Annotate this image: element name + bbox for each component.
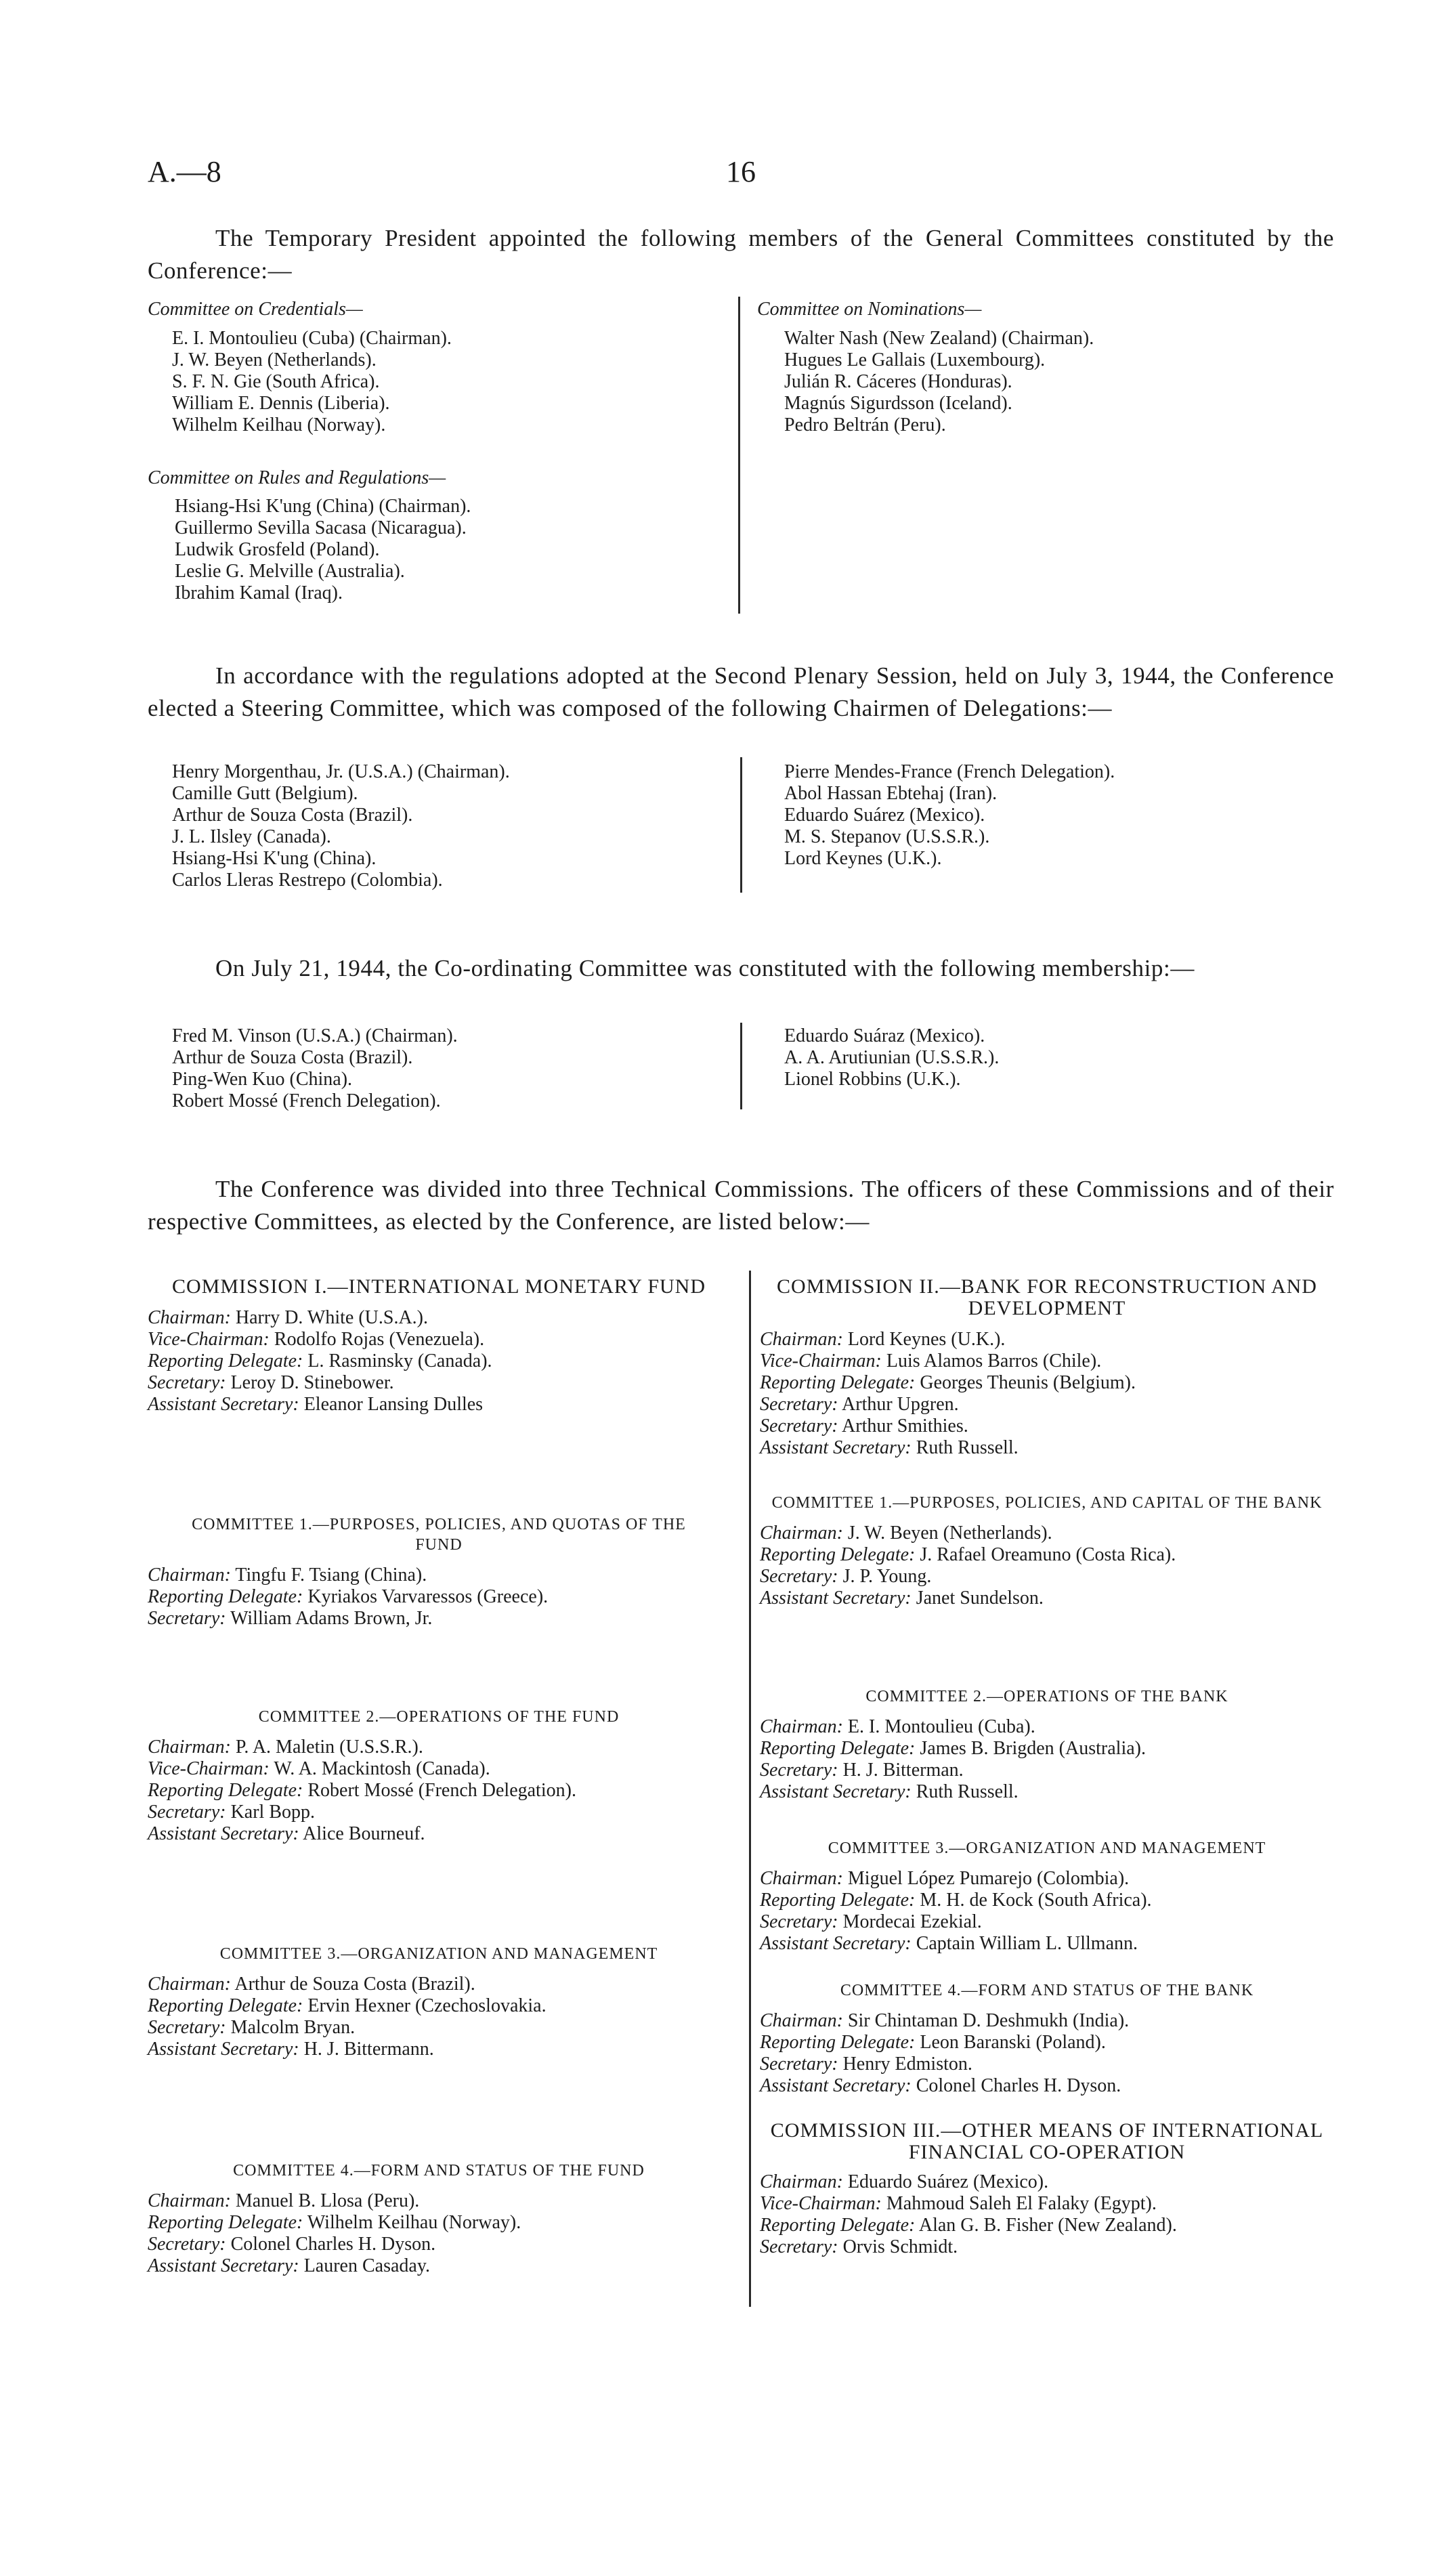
label: Chairman: (148, 1974, 231, 1995)
reporting-delegate: M. H. de Kock (South Africa). (920, 1890, 1152, 1911)
list-item: Abol Hassan Ebtehaj (Iran). (784, 783, 998, 804)
rules-list (175, 496, 471, 604)
list-item: Lord Keynes (U.K.). (784, 848, 942, 869)
label: Reporting Delegate: (760, 2032, 916, 2053)
reporting-delegate: L. Rasminsky (Canada). (307, 1351, 492, 1371)
committee-title: COMMITTEE 2.—OPERATIONS OF THE BANK (865, 1688, 1228, 1705)
list-item: Leslie G. Melville (Australia). (175, 561, 405, 582)
label: Reporting Delegate: (148, 1351, 303, 1371)
committee-title: COMMITTEE 4.—FORM AND STATUS OF THE FUND (233, 2162, 645, 2179)
commission-3 (760, 2120, 1334, 2258)
list-item: Magnús Sigurdsson (Iceland). (784, 393, 1012, 414)
label: Secretary: (148, 2017, 226, 2038)
label: Chairman: (148, 1737, 231, 1758)
label: Secretary: (148, 1372, 226, 1393)
committee-1-1 (148, 1514, 730, 1630)
steering-left-list (172, 761, 510, 891)
label: Assistant Secretary: (760, 2075, 912, 2096)
secretary: William Adams Brown, Jr. (230, 1608, 433, 1629)
vice-chairman: Luis Alamos Barros (Chile). (886, 1351, 1102, 1371)
column-divider (740, 1023, 742, 1109)
secretary: Arthur Smithies. (842, 1416, 968, 1437)
chairman: J. W. Beyen (Netherlands). (847, 1523, 1052, 1544)
secretary: Orvis Schmidt. (842, 2236, 958, 2257)
secretary: Mordecai Ezekial. (842, 1911, 982, 1932)
commission-1-title: COMMISSION I.—INTERNATIONAL MONETARY FUND (171, 1275, 706, 1298)
list-item: Arthur de Souza Costa (Brazil). (172, 1047, 413, 1068)
list-item: Hsiang-Hsi K'ung (China). (172, 848, 377, 869)
label: Secretary: (148, 2234, 226, 2255)
column-divider (749, 1271, 751, 2307)
label: Assistant Secretary: (148, 2255, 299, 2276)
commission-2 (760, 1276, 1334, 1459)
label: Assistant Secretary: (760, 1437, 912, 1458)
list-item: Robert Mossé (French Delegation). (172, 1090, 441, 1111)
list-item: S. F. N. Gie (South Africa). (172, 371, 380, 392)
label: Vice-Chairman: (760, 1351, 882, 1371)
list-item: Lionel Robbins (U.K.). (784, 1069, 961, 1090)
assistant-secretary: Lauren Casaday. (303, 2255, 431, 2276)
label: Vice-Chairman: (148, 1329, 270, 1350)
label: Secretary: (760, 1416, 838, 1437)
reporting-delegate: J. Rafael Oreamuno (Costa Rica). (920, 1544, 1176, 1565)
label: Reporting Delegate: (148, 1995, 303, 2016)
list-item: E. I. Montoulieu (Cuba) (Chairman). (172, 328, 452, 349)
label: Reporting Delegate: (760, 1544, 916, 1565)
label: Chairman: (148, 2190, 231, 2211)
list-item: J. L. Ilsley (Canada). (172, 826, 331, 847)
reporting-delegate: Robert Mossé (French Delegation). (307, 1780, 576, 1801)
list-item: Eduardo Suárez (Mexico). (784, 805, 985, 826)
list-item: Carlos Lleras Restrepo (Colombia). (172, 870, 443, 891)
assistant-secretary: H. J. Bittermann. (303, 2039, 434, 2060)
reporting-delegate: Wilhelm Keilhau (Norway). (307, 2212, 521, 2233)
chairman: E. I. Montoulieu (Cuba). (847, 1716, 1035, 1737)
committee-title: COMMITTEE 1.—PURPOSES, POLICIES, AND QUOTAS OF THE FUND (192, 1516, 686, 1554)
chairman: Manuel B. Llosa (Peru). (235, 2190, 420, 2211)
label: Reporting Delegate: (760, 1372, 916, 1393)
committee-title: COMMITTEE 2.—OPERATIONS OF THE FUND (258, 1708, 620, 1726)
label: Secretary: (760, 1394, 838, 1415)
label: Assistant Secretary: (760, 1933, 912, 1954)
list-item: Pierre Mendes-France (French Delegation). (784, 761, 1115, 782)
assistant-secretary: Eleanor Lansing Dulles (303, 1394, 484, 1415)
page-number: 16 (726, 155, 756, 188)
reporting-delegate: Georges Theunis (Belgium). (920, 1372, 1136, 1393)
label: Chairman: (760, 1716, 843, 1737)
nominations-list (784, 328, 1094, 436)
label: Reporting Delegate: (760, 1738, 916, 1759)
secretary: H. J. Bitterman. (842, 1760, 964, 1781)
label: Secretary: (760, 1566, 838, 1587)
label: Assistant Secretary: (760, 1588, 912, 1609)
committee-2-2 (760, 1686, 1334, 1803)
credentials-title: Committee on Credentials— (148, 299, 363, 320)
list-item: A. A. Arutiunian (U.S.S.R.). (784, 1047, 1000, 1068)
rules-title: Committee on Rules and Regulations— (148, 467, 446, 488)
reporting-delegate: Kyriakos Varvaressos (Greece). (307, 1586, 549, 1607)
chairman: Arthur de Souza Costa (Brazil). (234, 1974, 475, 1995)
secretary: J. P. Young. (842, 1566, 932, 1587)
list-item: Hsiang-Hsi K'ung (China) (Chairman). (175, 496, 471, 517)
label: Chairman: (760, 1329, 843, 1350)
label: Reporting Delegate: (760, 1890, 916, 1911)
label: Vice-Chairman: (148, 1758, 270, 1779)
label: Assistant Secretary: (148, 1394, 299, 1415)
vice-chairman: Mahmoud Saleh El Falaky (Egypt). (886, 2193, 1157, 2214)
label: Assistant Secretary: (760, 1781, 912, 1802)
label: Chairman: (760, 1523, 843, 1544)
secretary: Malcolm Bryan. (230, 2017, 356, 2038)
label: Secretary: (760, 2054, 838, 2075)
reporting-delegate: Leon Baranski (Poland). (920, 2032, 1106, 2053)
list-item: Hugues Le Gallais (Luxembourg). (784, 349, 1046, 370)
committee-title: COMMITTEE 1.—PURPOSES, POLICIES, AND CAPITAL OF THE BANK (771, 1494, 1323, 1512)
secretary: Henry Edmiston. (842, 2054, 972, 2075)
label: Secretary: (148, 1608, 226, 1629)
steering-paragraph: In accordance with the regulations adopted at the Second Plenary Session, held on July 3, 1944, the Conference elected a Steering Committee, which was composed of the following Chairmen of Delegations:— (148, 662, 1334, 721)
label: Chairman: (760, 1868, 843, 1889)
commissions-paragraph: The Conference was divided into three Technical Commissions. The officers of these Commissions and of their respective Committees, as elected by the Conference, are listed below:— (148, 1176, 1334, 1235)
label: Chairman: (760, 2010, 843, 2031)
label: Chairman: (760, 2171, 843, 2192)
list-item: Arthur de Souza Costa (Brazil). (172, 805, 413, 826)
assistant-secretary: Colonel Charles H. Dyson. (916, 2075, 1121, 2096)
label: Secretary: (760, 2236, 838, 2257)
committee-1-3 (148, 1944, 730, 2060)
reporting-delegate: Ervin Hexner (Czechoslovakia. (307, 1995, 547, 2016)
label: Secretary: (760, 1911, 838, 1932)
commission-1 (148, 1276, 730, 1416)
chairman: P. A. Maletin (U.S.S.R.). (235, 1737, 423, 1758)
list-item: Pedro Beltrán (Peru). (784, 414, 946, 435)
secretary: Karl Bopp. (230, 1802, 316, 1823)
label: Reporting Delegate: (760, 2215, 916, 2236)
chairman: Lord Keynes (U.K.). (847, 1329, 1006, 1350)
list-item: Fred M. Vinson (U.S.A.) (Chairman). (172, 1025, 458, 1046)
label: Reporting Delegate: (148, 2212, 303, 2233)
label: Chairman: (148, 1307, 231, 1328)
chairman: Miguel López Pumarejo (Colombia). (847, 1868, 1130, 1889)
chairman: Tingfu F. Tsiang (China). (235, 1565, 427, 1586)
label: Reporting Delegate: (148, 1586, 303, 1607)
assistant-secretary: Janet Sundelson. (916, 1588, 1044, 1609)
credentials-list (172, 328, 452, 436)
committee-2-1 (760, 1493, 1334, 1609)
commission-3-title: COMMISSION III.—OTHER MEANS OF INTERNATIONAL FINANCIAL CO-OPERATION (770, 2119, 1324, 2163)
assistant-secretary: Captain William L. Ullmann. (916, 1933, 1138, 1954)
assistant-secretary: Ruth Russell. (916, 1437, 1019, 1458)
reporting-delegate: James B. Brigden (Australia). (920, 1738, 1146, 1759)
coordinating-paragraph: On July 21, 1944, the Co-ordinating Committee was constituted with the following membership:— (215, 955, 1195, 981)
committee-title: COMMITTEE 3.—ORGANIZATION AND MANAGEMENT (828, 1839, 1266, 1857)
list-item: Camille Gutt (Belgium). (172, 783, 358, 804)
label: Secretary: (760, 1760, 838, 1781)
column-divider (740, 757, 742, 893)
secretary: Leroy D. Stinebower. (230, 1372, 394, 1393)
label: Assistant Secretary: (148, 1823, 299, 1844)
label: Secretary: (148, 1802, 226, 1823)
vice-chairman: W. A. Mackintosh (Canada). (274, 1758, 490, 1779)
committee-2-3 (760, 1838, 1334, 1955)
secretary: Arthur Upgren. (842, 1394, 959, 1415)
vice-chairman: Rodolfo Rojas (Venezuela). (274, 1329, 485, 1350)
list-item: Guillermo Sevilla Sacasa (Nicaragua). (175, 517, 467, 538)
commission-2-title: COMMISSION II.—BANK FOR RECONSTRUCTION AND DEVELOPMENT (777, 1275, 1317, 1319)
committee-title: COMMITTEE 3.—ORGANIZATION AND MANAGEMENT (219, 1945, 658, 1963)
list-item: Julián R. Cáceres (Honduras). (784, 371, 1012, 392)
list-item: Eduardo Suáraz (Mexico). (784, 1025, 985, 1046)
list-item: Ibrahim Kamal (Iraq). (175, 582, 343, 603)
page-ref: A.—8 (148, 155, 221, 188)
list-item: William E. Dennis (Liberia). (172, 393, 390, 414)
intro-paragraph: The Temporary President appointed the following members of the General Committees constituted by the Conference:— (148, 225, 1334, 284)
list-item: Henry Morgenthau, Jr. (U.S.A.) (Chairman). (172, 761, 510, 782)
committee-title: COMMITTEE 4.—FORM AND STATUS OF THE BANK (840, 1982, 1254, 1999)
label: Reporting Delegate: (148, 1780, 303, 1801)
label: Assistant Secretary: (148, 2039, 299, 2060)
label: Chairman: (148, 1565, 231, 1586)
column-divider (738, 297, 740, 614)
nominations-title: Committee on Nominations— (757, 299, 982, 320)
list-item: M. S. Stepanov (U.S.S.R.). (784, 826, 990, 847)
list-item: Wilhelm Keilhau (Norway). (172, 414, 386, 435)
reporting-delegate: Alan G. B. Fisher (New Zealand). (918, 2215, 1177, 2236)
chairman: Eduardo Suárez (Mexico). (847, 2171, 1049, 2192)
coordinating-right-list (784, 1025, 999, 1090)
list-item: J. W. Beyen (Netherlands). (172, 349, 377, 370)
committee-1-4 (148, 2161, 730, 2277)
list-item: Walter Nash (New Zealand) (Chairman). (784, 328, 1094, 349)
list-item: Ping-Wen Kuo (China). (172, 1069, 353, 1090)
secretary: Colonel Charles H. Dyson. (230, 2234, 436, 2255)
chairman: Sir Chintaman D. Deshmukh (India). (847, 2010, 1130, 2031)
chairman: Harry D. White (U.S.A.). (235, 1307, 428, 1328)
assistant-secretary: Alice Bourneuf. (303, 1823, 425, 1844)
assistant-secretary: Ruth Russell. (916, 1781, 1019, 1802)
committee-1-2 (148, 1707, 730, 1845)
committee-2-4 (760, 1980, 1334, 2097)
list-item: Ludwik Grosfeld (Poland). (175, 539, 380, 560)
label: Vice-Chairman: (760, 2193, 882, 2214)
steering-right-list (784, 761, 1115, 870)
coordinating-left-list (172, 1025, 458, 1112)
